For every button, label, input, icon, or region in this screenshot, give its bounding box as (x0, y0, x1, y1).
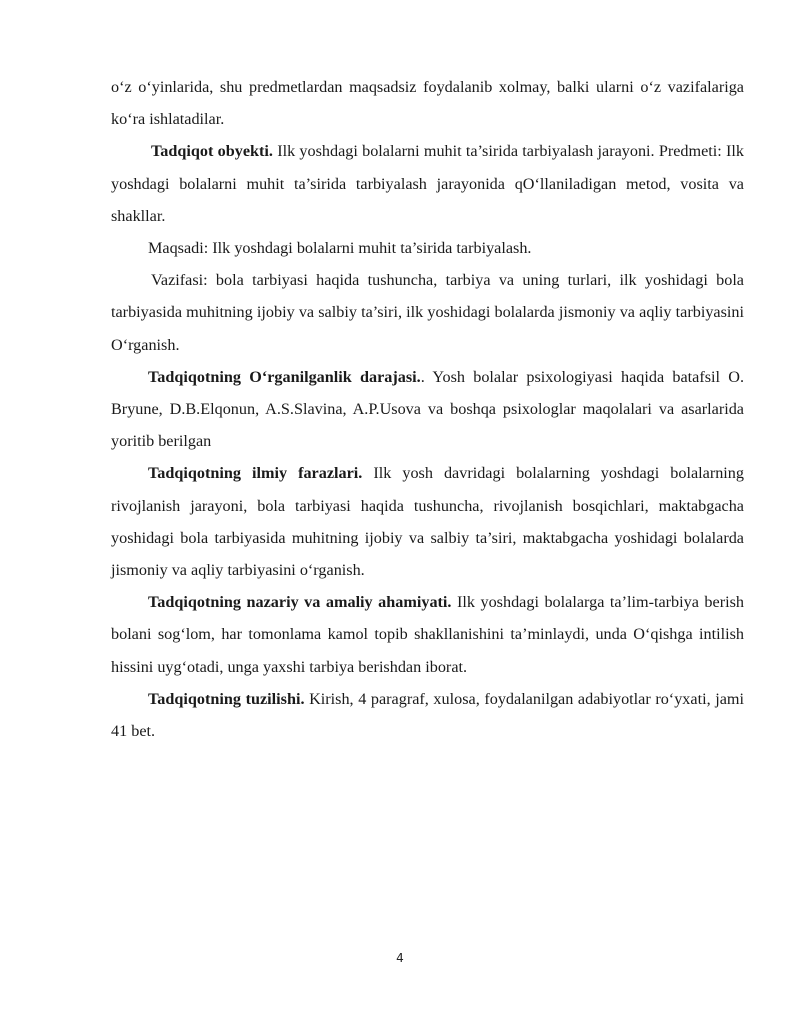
research-object-text: Ilk yoshdagi bolalarni muhit ta’sirida tarbiyalash jarayoni. Predmeti: Ilk yoshdagi bolalarni muhit ta’sirida tarbiyalash jarayonida qO‘llaniladigan metod, vosita va shakllar. (111, 142, 744, 225)
structure-paragraph (111, 683, 744, 747)
significance-text: Ilk yoshdagi bolalarga ta’lim-tarbiya berish bolani sog‘lom, har tomonlama kamol topib shakllanishini ta’minlaydi, unda O‘qishga intilish hissini uyg‘otadi, unga yaxshi tarbiya berishdan iborat. (111, 593, 744, 676)
structure-heading: Tadqiqotning tuzilishi. (148, 689, 305, 708)
structure-text: Kirish, 4 paragraf, xulosa, foydalanilgan adabiyotlar ro‘yxati, jami 41 bet. (111, 689, 744, 741)
degree-text: . Yosh bolalar psixologiyasi haqida batafsil O. Bryune, D.B.Elqonun, A.S.Slavina, A.P.Usova va boshqa psixologlar maqolalari va asarlarida yoritib berilgan (111, 367, 745, 451)
goal-paragraph: Maqsadi: Ilk yoshdagi bolalarni muhit ta’sirida tarbiyalash. (148, 239, 532, 258)
degree-paragraph (111, 361, 744, 458)
intro-paragraph: o‘z o‘yinlarida, shu predmetlardan maqsadsiz foydalanib xolmay, balki ularni o‘z vazifalariga ko‘ra ishlatadilar. (111, 78, 744, 129)
degree-heading: Tadqiqotning O‘rganilganlik darajasi. (148, 367, 421, 386)
significance-paragraph (111, 586, 744, 683)
page-number: 4 (396, 951, 404, 965)
document-body (111, 71, 744, 747)
research-object-paragraph (111, 135, 744, 232)
significance-heading: Tadqiqotning nazariy va amaliy ahamiyati. (148, 593, 452, 612)
hypothesis-paragraph (111, 457, 744, 586)
research-object-heading: Tadqiqot obyekti. (151, 142, 273, 161)
tasks-paragraph: Vazifasi: bola tarbiyasi haqida tushuncha, tarbiya va uning turlari, ilk yoshidagi bola tarbiyasida muhitning ijobiy va salbiy ta’siri, ilk yoshidagi bolalarda jismoniy va aqliy tarbiyasini O‘rganish. (111, 271, 744, 354)
hypothesis-text: Ilk yosh davridagi bolalarning yoshdagi bolalarning rivojlanish jarayoni, bola tarbiyasi haqida tushuncha, rivojlanish bosqichlari, maktabgacha yoshidagi bola tarbiyasida muhitning ijobiy va salbiy ta’siri, maktabgacha yoshidagi bolalarda jismoniy va aqliy tarbiyasini o‘rganish. (111, 464, 744, 580)
hypothesis-heading: Tadqiqotning ilmiy farazlari. (148, 464, 363, 483)
